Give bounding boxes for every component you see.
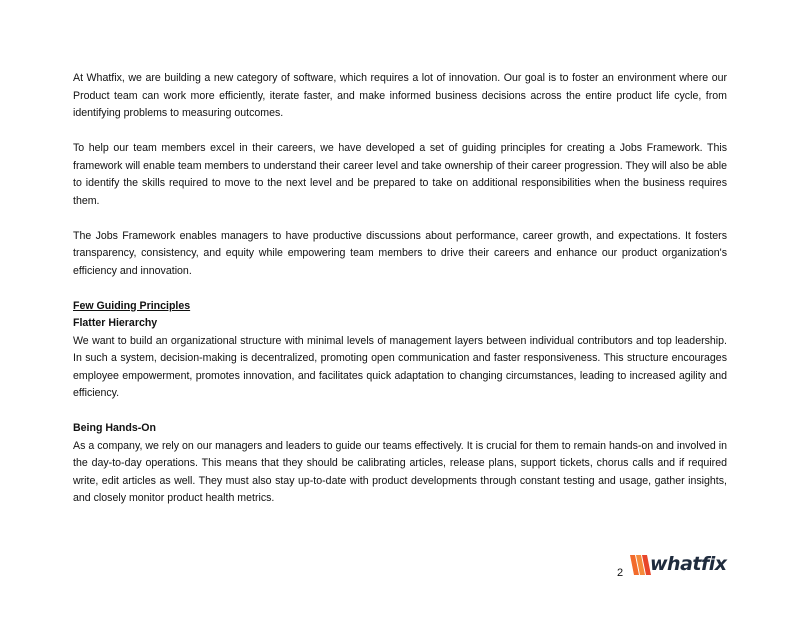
- page-footer: [617, 550, 727, 582]
- intro-paragraph: At Whatfix, we are building a new category of software, which requires a lot of innovation. Our goal is to foster an environment where our Product team can work more efficiently, iterate faster, and make informed business decisions across the entire product life cycle, from identifying problems to measuring outcomes.: [73, 72, 727, 119]
- principle-title-being-hands-on: Being Hands-On: [73, 422, 156, 434]
- principle-text-flatter-hierarchy: We want to build an organizational structure with minimal levels of management layers between individual contributors and top leadership. In such a system, decision-making is decentralized, promoting open communication and faster responsiveness. This structure encourages employee empowerment, promotes innovation, and facilitates quick adaptation to changing circumstances, leading to increased agility and efficiency.: [73, 334, 727, 399]
- page-number: 2: [617, 567, 624, 579]
- managers-paragraph: The Jobs Framework enables managers to have productive discussions about performance, career growth, and expectations. It fosters transparency, consistency, and equity while empowering team members to drive their careers and enhance our product organization's efficiency and innovation.: [73, 229, 727, 277]
- principle-text-being-hands-on: As a company, we rely on our managers and leaders to guide our teams effectively. It is crucial for them to remain hands-on and involved in the day-to-day operations. This means that they should be calibrating articles, release plans, support tickets, chorus calls and if required write, edit articles as well. They must also stay up-to-date with product developments through constant testing and usage, gather insights, and closely monitor product health metrics.: [73, 439, 727, 504]
- whatfix-logo-text: whatfix: [650, 553, 727, 575]
- principle-title-flatter-hierarchy: Flatter Hierarchy: [73, 317, 158, 329]
- jobs-framework-paragraph: To help our team members excel in their careers, we have developed a set of guiding principles for creating a Jobs Framework. This framework will enable team members to understand their career level and take ownership of their career progression. They will also be able to identify the skills required to move to the next level and be prepared to take on additional responsibilities when the business requires them.: [73, 142, 727, 207]
- whatfix-logo: [630, 552, 726, 578]
- document-page: [73, 70, 727, 525]
- section-heading: Few Guiding Principles: [73, 299, 191, 312]
